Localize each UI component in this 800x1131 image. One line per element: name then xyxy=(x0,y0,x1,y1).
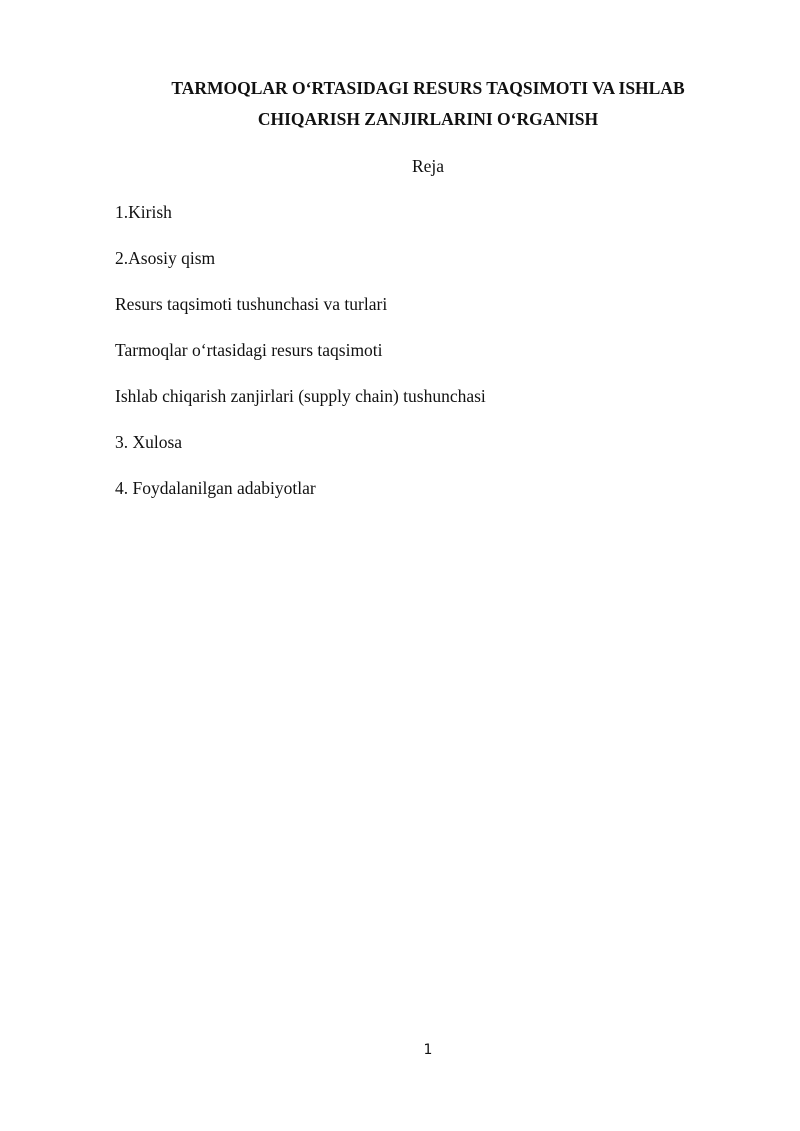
toc-item-supply-chain-concept: Ishlab chiqarish zanjirlari (supply chain) tushunchasi xyxy=(115,386,486,406)
plan-heading: Reja xyxy=(411,156,445,176)
toc-item-conclusion: 3. Xulosa xyxy=(115,432,183,452)
table-of-contents xyxy=(115,197,735,519)
document-title-line-1: TARMOQLAR O‘RTASIDAGI RESURS TAQSIMOTI VA ISHLAB xyxy=(171,78,685,98)
toc-item-introduction: 1.Kirish xyxy=(115,202,172,222)
toc-item-inter-sector-allocation: Tarmoqlar o‘rtasidagi resurs taqsimoti xyxy=(115,340,383,360)
document-title-line-2: CHIQARISH ZANJIRLARINI O‘RGANISH xyxy=(257,109,599,129)
toc-item-main-part: 2.Asosiy qism xyxy=(115,248,216,268)
toc-item-references: 4. Foydalanilgan adabiyotlar xyxy=(115,478,316,498)
toc-item-resource-allocation-concept: Resurs taqsimoti tushunchasi va turlari xyxy=(115,294,388,314)
page-number: 1 xyxy=(423,1042,433,1058)
